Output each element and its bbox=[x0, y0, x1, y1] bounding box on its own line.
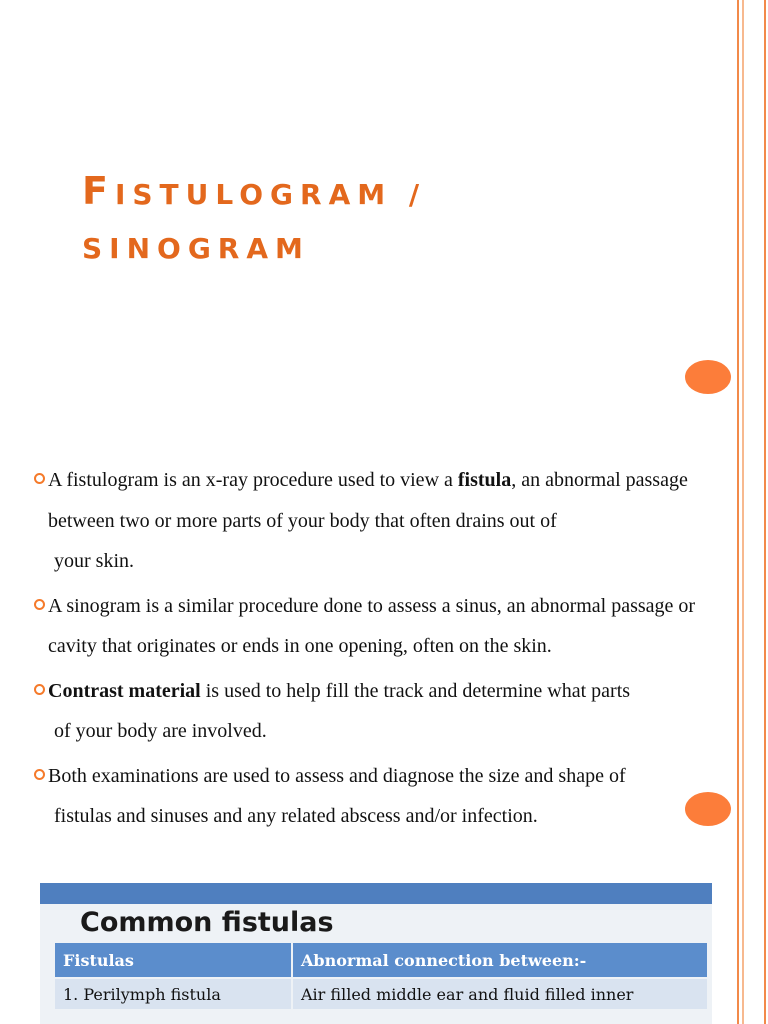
edge-stripe bbox=[742, 867, 744, 1024]
table-row bbox=[55, 978, 708, 1009]
bullet-text: is used to help fill the track and determine what parts bbox=[200, 679, 631, 702]
decorative-circle bbox=[685, 792, 731, 826]
edge-stripe bbox=[737, 0, 739, 432]
fistula-table-panel bbox=[40, 883, 712, 1024]
bullet-bold: fistula bbox=[457, 469, 512, 491]
edge-stripe bbox=[764, 0, 766, 432]
title-line2: SINOGRAM bbox=[82, 232, 310, 265]
bullet-item bbox=[34, 586, 724, 667]
bullet-text: Both examinations are used to assess and diagnose the size and shape of bbox=[48, 764, 626, 787]
edge-stripe bbox=[742, 0, 744, 432]
table-cell: 1. Perilymph fistula bbox=[55, 978, 292, 1009]
bullet-item bbox=[34, 671, 724, 752]
column-header: Fistulas bbox=[55, 943, 292, 978]
bullet-item bbox=[34, 460, 724, 582]
table-slide bbox=[0, 867, 768, 1024]
panel-header-bar bbox=[40, 883, 712, 904]
bullet-text: , an abnormal passage between two or more parts of your body that often drains out of bbox=[48, 469, 688, 532]
bullet-continuation: your skin. bbox=[54, 550, 134, 572]
slide-title bbox=[82, 164, 682, 276]
edge-stripe bbox=[737, 867, 739, 1024]
title-rest: ISTULOGRAM / bbox=[114, 178, 427, 211]
bullet-item bbox=[34, 756, 724, 837]
column-header: Abnormal connection between:- bbox=[292, 943, 708, 978]
title-initial: F bbox=[82, 169, 115, 213]
fistula-table bbox=[55, 943, 709, 1009]
edge-stripe bbox=[737, 432, 739, 867]
bullet-text: A fistulogram is an x-ray procedure used to view a bbox=[48, 469, 458, 491]
edge-stripe bbox=[742, 432, 744, 867]
table-header-row bbox=[55, 943, 708, 978]
content-slide bbox=[0, 432, 768, 867]
title-slide bbox=[0, 0, 768, 432]
edge-stripe bbox=[764, 432, 766, 867]
edge-stripe bbox=[764, 867, 766, 1024]
bullet-continuation: of your body are involved. bbox=[54, 720, 267, 742]
table-cell: Air filled middle ear and fluid filled inner bbox=[292, 978, 708, 1009]
panel-title: Common fistulas bbox=[80, 907, 334, 938]
bullet-list bbox=[34, 460, 724, 841]
bullet-continuation: fistulas and sinuses and any related abscess and/or infection. bbox=[54, 805, 538, 827]
bullet-bold: Contrast material bbox=[48, 679, 201, 702]
bullet-text: A sinogram is a similar procedure done to assess a sinus, an abnormal passage or cavity that originates or ends in one opening, often on the skin. bbox=[48, 594, 696, 657]
decorative-circle bbox=[685, 360, 731, 394]
